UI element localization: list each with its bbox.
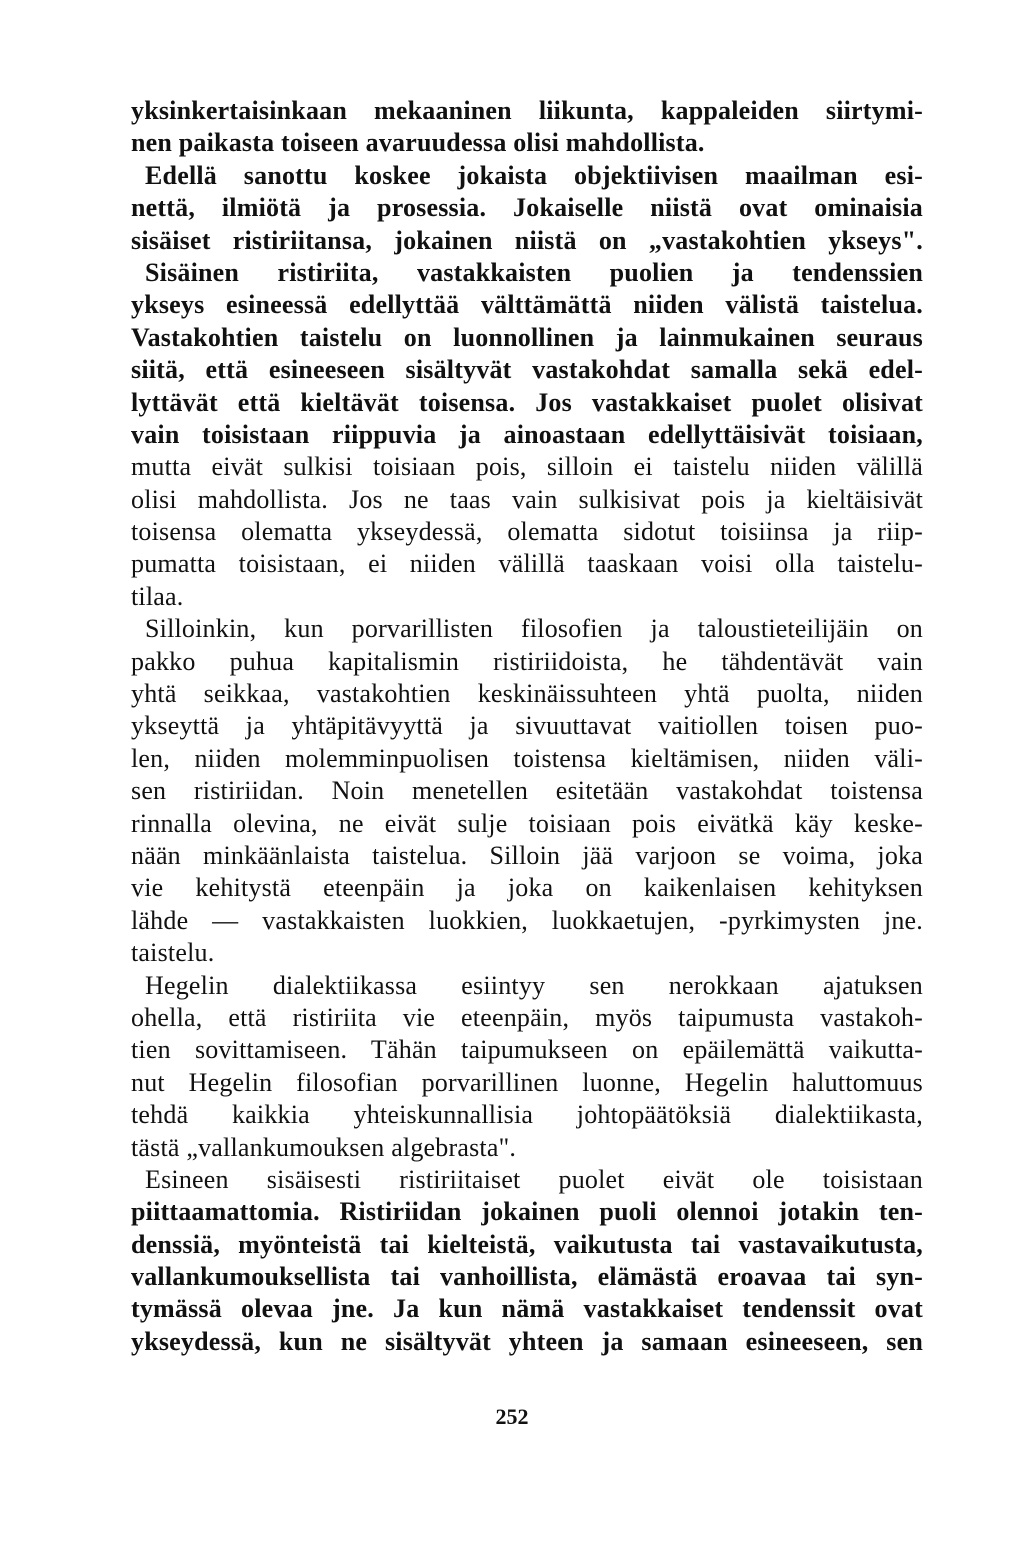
text-line: nään minkäänlaista taistelua. Silloin jää varjoon se voima, joka	[131, 840, 923, 870]
text-line: sisäiset ristiriitansa, jokainen niistä on „vastakohtien ykseys".	[131, 225, 923, 255]
text-line: rinnalla olevina, ne eivät sulje toisiaan pois eivätkä käy keske-	[131, 808, 923, 838]
body-text	[131, 95, 923, 1358]
text-line: piittaamattomia. Ristiriidan jokainen puoli olennoi jotakin ten-	[131, 1197, 923, 1227]
text-line: olisi mahdollista. Jos ne taas vain sulkisivat pois ja kieltäisivät	[131, 484, 923, 514]
text-line: sen ristiriidan. Noin menetellen esitetään vastakohdat toistensa	[131, 776, 923, 806]
text-line: tehdä kaikkia yhteiskunnallisia johtopäätöksiä dialektiikasta,	[131, 1100, 923, 1130]
text-line: vain toisistaan riippuvia ja ainoastaan edellyttäisivät toisiaan,	[131, 419, 923, 449]
text-line: pakko puhua kapitalismin ristiriidoista, he tähdentävät vain	[131, 646, 923, 676]
text-line: nen paikasta toiseen avaruudessa olisi mahdollista.	[131, 128, 705, 158]
text-line: mutta eivät sulkisi toisiaan pois, silloin ei taistelu niiden välillä	[131, 452, 923, 482]
text-line: nettä, ilmiötä ja prosessia. Jokaiselle niistä ovat ominaisia	[131, 193, 923, 223]
text-line: vallankumouksellista tai vanhoillista, elämästä eroavaa tai syn-	[131, 1262, 923, 1292]
text-line: yksinkertaisinkaan mekaaninen liikunta, kappaleiden siirtymi-	[131, 96, 923, 125]
text-line: pumatta toisistaan, ei niiden välillä taaskaan voisi olla taistelu-	[131, 549, 923, 579]
text-line: tien sovittamiseen. Tähän taipumukseen on epäilemättä vaikutta-	[131, 1035, 923, 1065]
text-line: ykseys esineessä edellyttää välttämättä niiden välistä taistelua.	[131, 290, 923, 320]
text-line: tästä „vallankumouksen algebrasta".	[131, 1132, 517, 1162]
text-line: vie kehitystä eteenpäin ja joka on kaikenlaisen kehityksen	[131, 873, 923, 903]
text-line: Hegelin dialektiikassa esiintyy sen nerokkaan ajatuksen	[145, 970, 923, 1000]
text-line: nut Hegelin filosofian porvarillinen luonne, Hegelin haluttomuus	[131, 1067, 923, 1097]
text-line: lyttävät että kieltävät toisensa. Jos vastakkaiset puolet olisivat	[131, 387, 923, 417]
text-line: ykseydessä, kun ne sisältyvät yhteen ja samaan esineeseen, sen	[131, 1326, 923, 1356]
text-line: ykseyttä ja yhtäpitävyyttä ja sivuuttavat vaitiollen toisen puo-	[131, 711, 923, 741]
text-line: Esineen sisäisesti ristiriitaiset puolet eivät ole toisistaan	[145, 1164, 923, 1194]
text-line: Silloinkin, kun porvarillisten filosofien ja taloustieteilijäin on	[145, 614, 923, 644]
text-line: lähde — vastakkaisten luokkien, luokkaetujen, -pyrkimysten jne.	[131, 905, 923, 935]
text-line: taistelu.	[131, 938, 215, 968]
text-line: len, niiden molemminpuolisen toistensa kieltämisen, niiden väli-	[131, 743, 923, 773]
text-line: yhtä seikkaa, vastakohtien keskinäissuhteen yhtä puolta, niiden	[131, 679, 923, 709]
text-line: Sisäinen ristiriita, vastakkaisten puolien ja tendenssien	[145, 257, 923, 287]
text-line: toisensa olematta ykseydessä, olematta sidotut toisiinsa ja riip-	[131, 517, 923, 547]
text-line: tymässä olevaa jne. Ja kun nämä vastakkaiset tendenssit ovat	[131, 1294, 923, 1324]
text-line: ohella, että ristiriita vie eteenpäin, myös taipumusta vastakoh-	[131, 1002, 923, 1032]
text-line: Edellä sanottu koskee jokaista objektiivisen maailman esi-	[145, 160, 923, 190]
text-line: denssiä, myönteistä tai kielteistä, vaikutusta tai vastavaikutusta,	[131, 1229, 923, 1259]
text-line: Vastakohtien taistelu on luonnollinen ja lainmukainen seuraus	[131, 322, 923, 352]
text-line: tilaa.	[131, 581, 184, 611]
page-number: 252	[495, 1404, 529, 1429]
text-line: siitä, että esineeseen sisältyvät vastakohdat samalla sekä edel-	[131, 355, 923, 385]
